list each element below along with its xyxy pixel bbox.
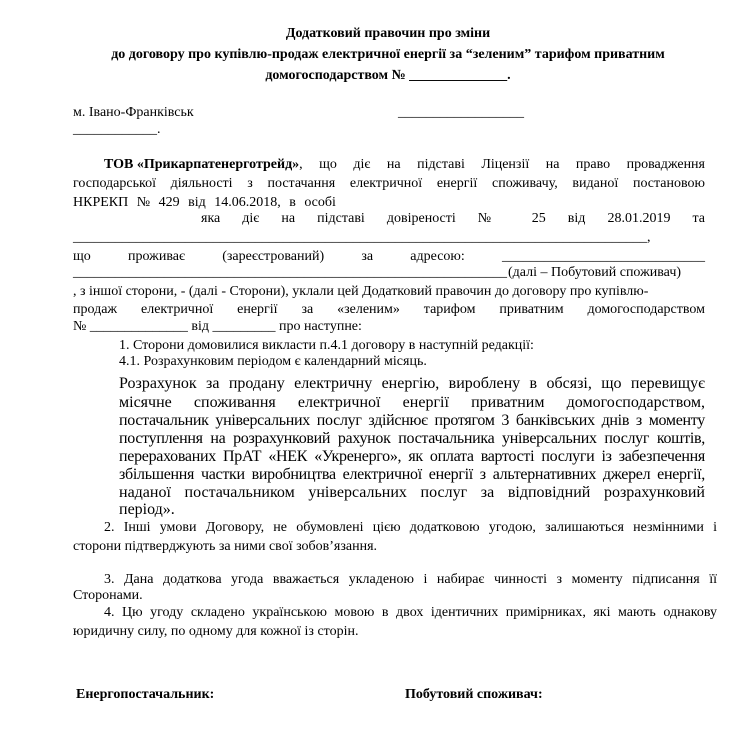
intro-line-3: НКРЕКП № 429 від 14.06.2018, в особі (73, 195, 336, 210)
company-name: ТОВ «Прикарпатенерготрейд» (104, 157, 300, 172)
intro-line-1 (104, 158, 705, 172)
intro-line-7-blank: ______________________________________________________________ (73, 265, 507, 280)
supplier-signature-label: Енергопостачальник: (76, 687, 215, 702)
intro-line-5: __________________________________________________________________________________, (73, 230, 651, 245)
intro-line-6: що проживає (зареєстрований) за адресою: _____________________________ (73, 249, 705, 264)
clause-block-line-2: місячне споживання електричної енергії приватним домогосподарством, (119, 394, 705, 411)
clause-block-line-6: збільшення частки виробництва електричної енергії з альтернативних джерел енергії, (119, 466, 705, 483)
consumer-signature-label: Побутовий споживач: (405, 687, 543, 702)
clause-block-line-8: період». (119, 501, 175, 518)
clause-block-line-7: наданої постачальником універсальних послуг за відповідний розрахунковий (119, 484, 705, 501)
clause-4-line-2: юридичну силу, по одному для кожної із сторін. (73, 624, 359, 639)
intro-line-1-rest: , що діє на підставі Ліцензії на право провадження (299, 157, 705, 172)
city: м. Івано-Франківськ (73, 105, 194, 120)
intro-line-2: господарської діяльності з постачання електричної енергії споживачу, виданої постановою (73, 176, 705, 191)
title-line-3: домогосподарством № ______________. (265, 68, 511, 83)
clause-block-line-4: поступлення на розрахунковий рахунок постачальника універсальних послуг коштів, (119, 430, 705, 447)
clause-4-line-1: 4. Цю угоду складено українською мовою в двох ідентичних примірниках, які мають однакову (104, 605, 717, 620)
intro-line-10: № ______________ від _________ про наступне: (73, 319, 362, 334)
clause-1-1: 4.1. Розрахунковим періодом є календарний місяць. (119, 354, 427, 369)
clause-3-line-1: 3. Дана додаткова угода вважається укладеною і набирає чинності з моменту підписання її (104, 572, 717, 587)
clause-block-line-3: постачальник універсальних послуг здійснює протягом 3 банківських днів з моменту (119, 412, 705, 429)
clause-1: 1. Сторони домовилися викласти п.4.1 договору в наступній редакції: (119, 338, 534, 353)
clause-2-line-1: 2. Інші умови Договору, не обумовлені цією додатковою угодою, залишаються незмінними і (104, 520, 717, 535)
date-blank: __________________ (398, 105, 524, 120)
intro-line-7-consumer: (далі – Побутовий споживач) (508, 265, 682, 280)
clause-3-line-2: Сторонами. (73, 588, 143, 603)
intro-line-8: , з іншої сторони, - (далі - Сторони), уклали цей Додатковий правочин до договору про купівлю- (73, 284, 649, 299)
title-line-2: до договору про купівлю-продаж електричної енергії за “зеленим” тарифом приватним (111, 47, 665, 62)
clause-block-line-1: Розрахунок за продану електричну енергію, вироблену в обсязі, що перевищує (119, 375, 705, 392)
clause-block-line-5: перерахованих ПрАТ «НЕК «Укренерго», як оплата вартості послуги із забезпечення (119, 448, 705, 465)
intro-line-9: продаж електричної енергії за «зеленим» тарифом приватним домогосподарством (73, 302, 705, 317)
intro-line-4: яка діє на підставі довіреності № 25 від 28.01.2019 та (201, 211, 705, 226)
city-blank: ____________. (73, 122, 161, 137)
title-line-1: Додатковий правочин про зміни (285, 26, 491, 41)
clause-2-line-2: сторони підтверджують за ними свої зобов’язання. (73, 539, 378, 554)
